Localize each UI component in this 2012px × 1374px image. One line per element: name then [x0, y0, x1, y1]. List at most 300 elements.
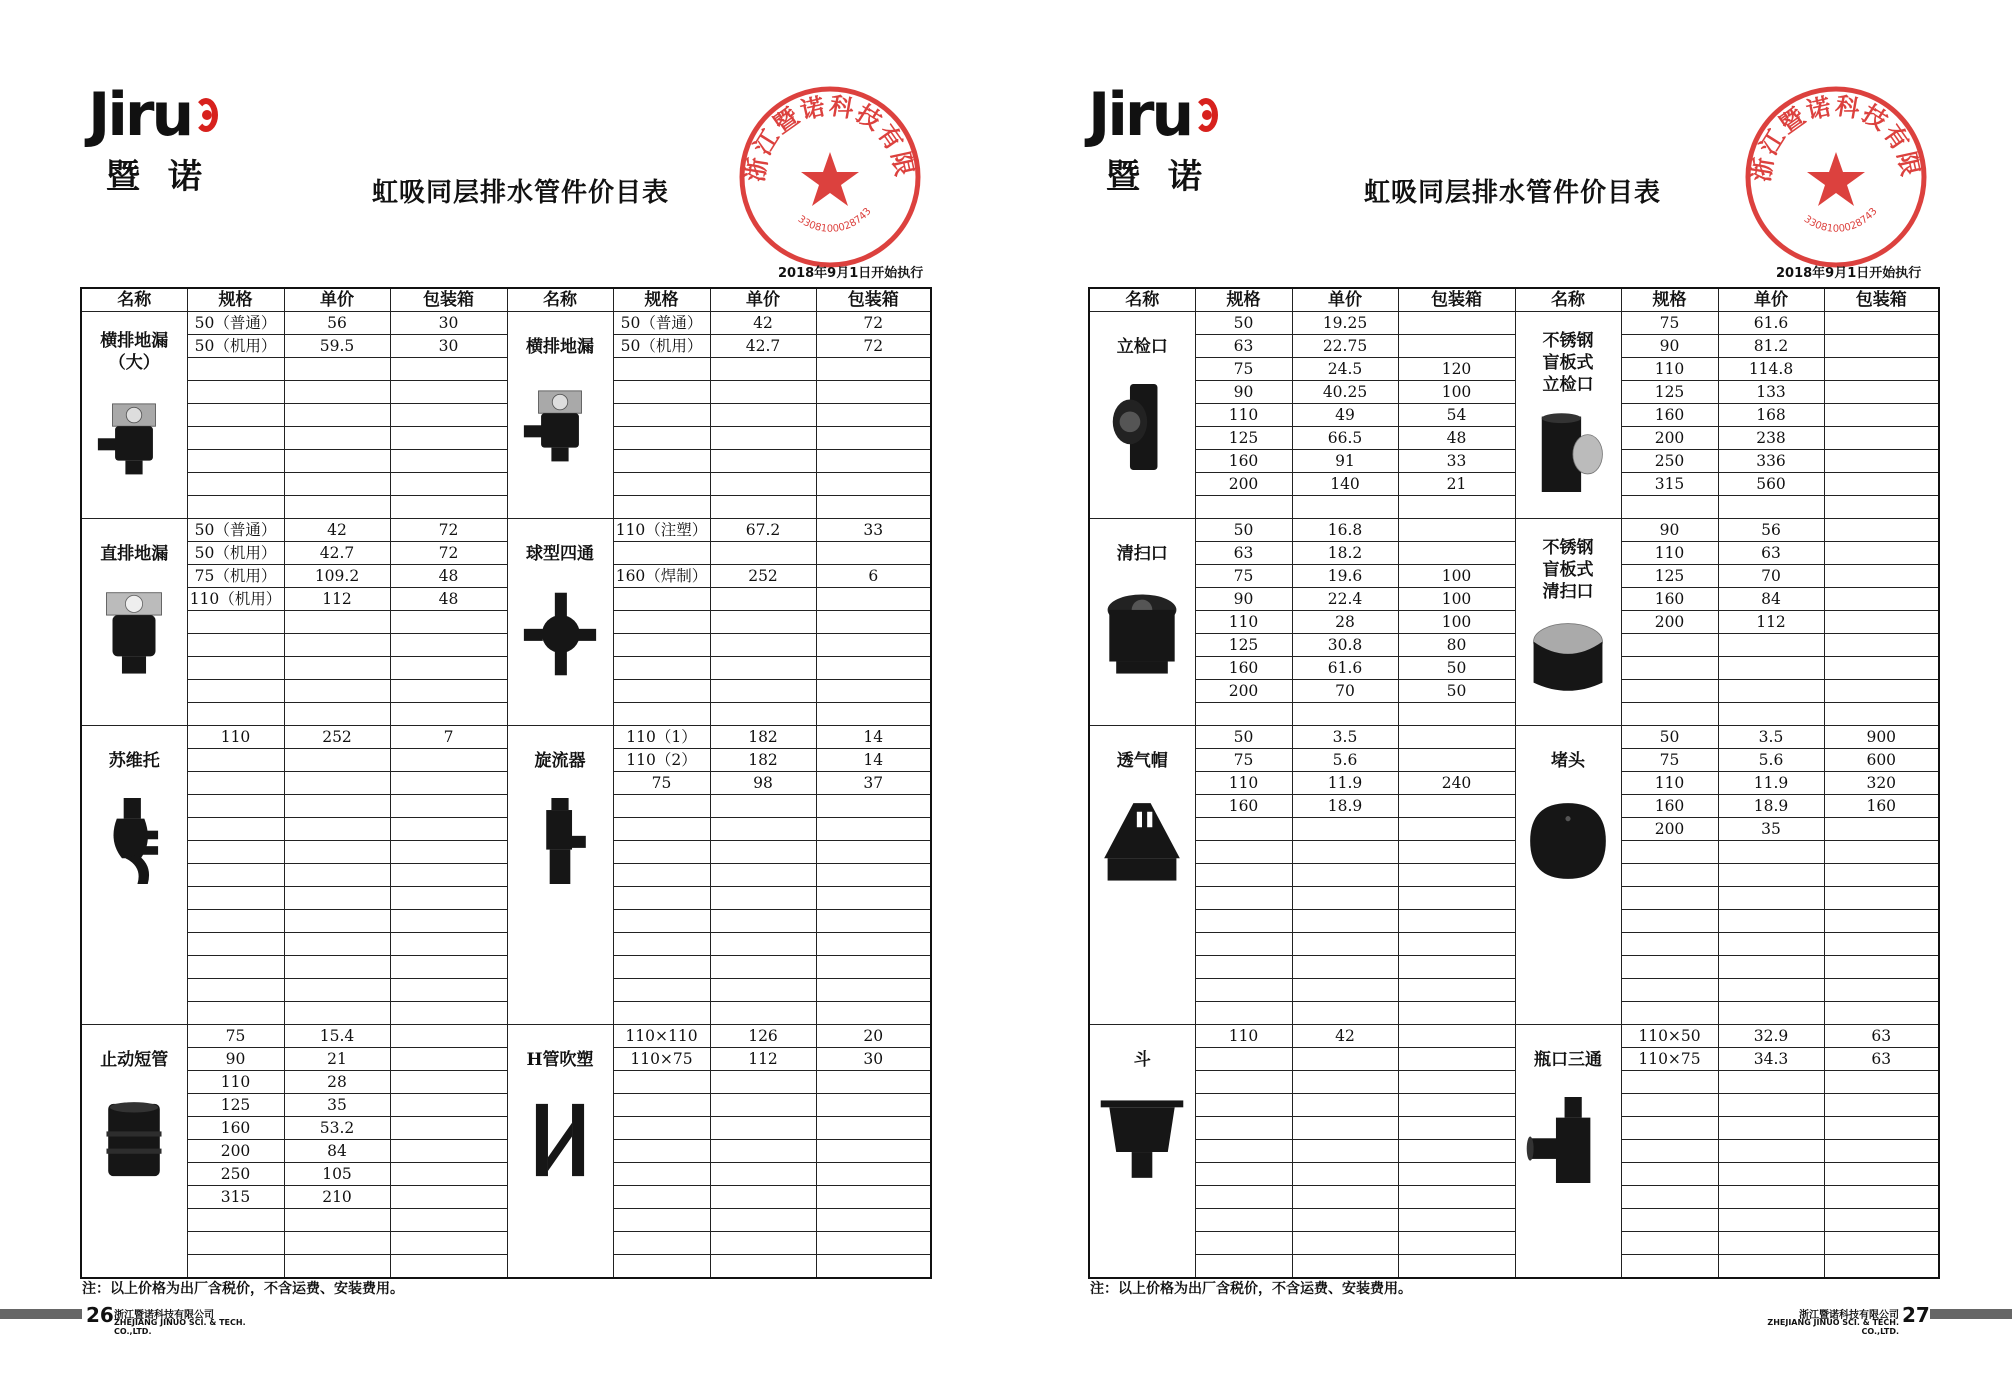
- package-cell: [390, 404, 507, 427]
- spec-cell: 50（机用）: [187, 542, 284, 565]
- price-cell: [1718, 979, 1824, 1002]
- spec-cell: 90: [187, 1048, 284, 1071]
- package-cell: 100: [1398, 611, 1515, 634]
- spec-cell: [187, 887, 284, 910]
- price-cell: [710, 1071, 816, 1094]
- spec-cell: [613, 795, 710, 818]
- price-cell: [1292, 956, 1398, 979]
- price-cell: [710, 1117, 816, 1140]
- spec-cell: [613, 1117, 710, 1140]
- sovent-fitting-icon: [91, 786, 177, 896]
- spec-cell: 200: [1621, 427, 1718, 450]
- package-cell: [390, 1209, 507, 1232]
- price-cell: [284, 1002, 390, 1025]
- page-right: [1006, 0, 2012, 1374]
- spec-cell: 110（注塑）: [613, 519, 710, 542]
- price-cell: [1292, 496, 1398, 519]
- spec-cell: 315: [1621, 473, 1718, 496]
- table-row: [81, 887, 931, 910]
- spec-cell: [613, 841, 710, 864]
- product-name-cell: [1089, 519, 1195, 726]
- package-cell: [816, 680, 931, 703]
- product-image: [508, 1085, 613, 1195]
- svg-text:3308100028743: 3308100028743: [1801, 206, 1880, 235]
- spec-cell: 50: [1195, 519, 1292, 542]
- spec-cell: [1621, 910, 1718, 933]
- spec-cell: 125: [1621, 381, 1718, 404]
- price-cell: [710, 542, 816, 565]
- spec-cell: [1195, 1232, 1292, 1255]
- spec-cell: [1195, 956, 1292, 979]
- package-cell: [816, 1071, 931, 1094]
- table-row: [1089, 1140, 1939, 1163]
- package-cell: 37: [816, 772, 931, 795]
- spec-cell: 63: [1195, 542, 1292, 565]
- table-row: [81, 1094, 931, 1117]
- package-cell: [816, 427, 931, 450]
- package-cell: [1398, 1255, 1515, 1279]
- package-cell: [1398, 542, 1515, 565]
- spec-cell: [1621, 1117, 1718, 1140]
- spec-cell: [1621, 1071, 1718, 1094]
- spec-cell: 125: [187, 1094, 284, 1117]
- package-cell: [390, 1232, 507, 1255]
- price-cell: 19.6: [1292, 565, 1398, 588]
- price-cell: 32.9: [1718, 1025, 1824, 1048]
- price-cell: [284, 887, 390, 910]
- table-row: [81, 979, 931, 1002]
- package-cell: [1824, 1071, 1939, 1094]
- package-cell: [816, 818, 931, 841]
- spec-cell: [1621, 841, 1718, 864]
- product-name-cell: [1515, 726, 1621, 1025]
- table-row: [1089, 1117, 1939, 1140]
- spec-cell: 110×75: [1621, 1048, 1718, 1071]
- package-cell: [390, 1025, 507, 1048]
- spec-cell: [187, 657, 284, 680]
- table-row: [1089, 1025, 1939, 1048]
- price-cell: 34.3: [1718, 1048, 1824, 1071]
- product-image: [82, 388, 187, 492]
- floor-drain-icon: [517, 372, 603, 482]
- package-cell: [1824, 657, 1939, 680]
- spec-cell: 160: [1621, 588, 1718, 611]
- package-cell: [816, 1186, 931, 1209]
- price-cell: [710, 1186, 816, 1209]
- price-cell: [284, 611, 390, 634]
- package-cell: 48: [390, 588, 507, 611]
- table-row: [1089, 1186, 1939, 1209]
- spec-cell: [187, 979, 284, 1002]
- price-cell: [284, 818, 390, 841]
- spec-cell: 125: [1621, 565, 1718, 588]
- package-cell: [390, 473, 507, 496]
- price-cell: [1292, 979, 1398, 1002]
- spec-cell: 63: [1195, 335, 1292, 358]
- package-cell: 72: [816, 312, 931, 335]
- spec-cell: [613, 1232, 710, 1255]
- spec-cell: [187, 496, 284, 519]
- package-cell: [816, 1255, 931, 1279]
- brand-logo: [88, 80, 268, 197]
- spec-cell: 250: [1621, 450, 1718, 473]
- product-name: 斗: [1133, 1050, 1151, 1070]
- table-row: [81, 956, 931, 979]
- price-cell: [284, 956, 390, 979]
- price-cell: 81.2: [1718, 335, 1824, 358]
- spec-cell: [1195, 1094, 1292, 1117]
- package-cell: [390, 1071, 507, 1094]
- spec-cell: 125: [1195, 634, 1292, 657]
- price-cell: [710, 1094, 816, 1117]
- spec-cell: [613, 450, 710, 473]
- table-row: [1089, 910, 1939, 933]
- package-cell: 100: [1398, 588, 1515, 611]
- price-cell: [1718, 841, 1824, 864]
- product-name: 瓶口三通: [1534, 1050, 1602, 1070]
- seal-wrapper: [735, 82, 925, 272]
- price-cell: [710, 404, 816, 427]
- price-cell: [1292, 864, 1398, 887]
- spec-cell: 110×75: [613, 1048, 710, 1071]
- spec-cell: [187, 450, 284, 473]
- spec-cell: 110×110: [613, 1025, 710, 1048]
- product-name: 不锈钢 盲板式 清扫口: [1542, 538, 1594, 602]
- footer-bar: [1930, 1309, 2012, 1319]
- package-cell: [1398, 1163, 1515, 1186]
- swirler-icon: [517, 786, 603, 896]
- price-cell: [1718, 1071, 1824, 1094]
- product-image: [82, 1085, 187, 1195]
- brand-logo-text: Jiru: [1088, 80, 1192, 150]
- spec-cell: 160（焊制）: [613, 565, 710, 588]
- spec-cell: [1195, 1186, 1292, 1209]
- price-cell: 18.9: [1718, 795, 1824, 818]
- table-row: [81, 1209, 931, 1232]
- package-cell: [390, 680, 507, 703]
- spec-cell: [1621, 1140, 1718, 1163]
- package-cell: [390, 818, 507, 841]
- price-cell: [1292, 1140, 1398, 1163]
- table-row: [81, 726, 931, 749]
- table-row: [1089, 335, 1939, 358]
- price-cell: [1292, 1094, 1398, 1117]
- spec-cell: [613, 542, 710, 565]
- table-row: [1089, 1255, 1939, 1279]
- spec-cell: [187, 611, 284, 634]
- spec-cell: 200: [1195, 680, 1292, 703]
- table-row: [81, 404, 931, 427]
- header-row: [81, 288, 931, 312]
- package-cell: [1398, 703, 1515, 726]
- price-cell: [710, 979, 816, 1002]
- column-header: 单价: [710, 288, 816, 312]
- package-cell: [390, 1094, 507, 1117]
- price-cell: [1292, 1232, 1398, 1255]
- brand-logo-latin: [1088, 80, 1268, 150]
- package-cell: 80: [1398, 634, 1515, 657]
- package-cell: [1824, 1209, 1939, 1232]
- price-cell: [1718, 864, 1824, 887]
- page-title: 虹吸同层排水管件价目表: [372, 178, 670, 208]
- spec-cell: 75: [1195, 565, 1292, 588]
- table-row: [81, 565, 931, 588]
- package-cell: [1824, 680, 1939, 703]
- svg-text:浙江暨诺科技有限公司: 浙江暨诺科技有限: [1747, 91, 1925, 184]
- product-name-cell: [507, 726, 613, 1025]
- package-cell: [1824, 312, 1939, 335]
- price-cell: [1718, 1140, 1824, 1163]
- spec-cell: [1195, 910, 1292, 933]
- price-cell: 105: [284, 1163, 390, 1186]
- package-cell: 72: [390, 519, 507, 542]
- table-row: [1089, 611, 1939, 634]
- table-row: [81, 749, 931, 772]
- price-cell: 53.2: [284, 1117, 390, 1140]
- table-row: [1089, 818, 1939, 841]
- package-cell: [816, 634, 931, 657]
- package-cell: [1824, 703, 1939, 726]
- product-name: 止动短管: [100, 1050, 169, 1070]
- package-cell: [1398, 335, 1515, 358]
- spec-cell: 90: [1195, 588, 1292, 611]
- table-row: [1089, 450, 1939, 473]
- price-cell: 42.7: [284, 542, 390, 565]
- price-cell: [284, 358, 390, 381]
- spec-cell: [613, 473, 710, 496]
- table-row: [81, 381, 931, 404]
- price-cell: [1292, 1255, 1398, 1279]
- package-cell: [1398, 864, 1515, 887]
- price-cell: [284, 1255, 390, 1279]
- table-row: [1089, 864, 1939, 887]
- price-cell: 18.2: [1292, 542, 1398, 565]
- footer-company-cn: 浙江暨诺科技有限公司: [114, 1310, 214, 1321]
- spec-cell: [613, 1094, 710, 1117]
- spec-cell: [1621, 1255, 1718, 1279]
- package-cell: [390, 1255, 507, 1279]
- spec-cell: [187, 634, 284, 657]
- price-cell: [284, 496, 390, 519]
- spec-cell: 110×50: [1621, 1025, 1718, 1048]
- price-cell: 98: [710, 772, 816, 795]
- package-cell: [1398, 887, 1515, 910]
- spec-cell: [187, 404, 284, 427]
- product-name-cell: [1089, 726, 1195, 1025]
- package-cell: [1398, 956, 1515, 979]
- package-cell: [390, 887, 507, 910]
- spec-cell: 75: [1195, 358, 1292, 381]
- product-image: [1516, 410, 1621, 492]
- spec-cell: [187, 749, 284, 772]
- spec-cell: [1621, 703, 1718, 726]
- table-row: [81, 588, 931, 611]
- price-cell: [284, 864, 390, 887]
- package-cell: 20: [816, 1025, 931, 1048]
- package-cell: 100: [1398, 381, 1515, 404]
- price-cell: 238: [1718, 427, 1824, 450]
- package-cell: [816, 1209, 931, 1232]
- table-row: [81, 1025, 931, 1048]
- package-cell: 50: [1398, 657, 1515, 680]
- spec-cell: [1195, 703, 1292, 726]
- package-cell: 54: [1398, 404, 1515, 427]
- package-cell: [816, 1163, 931, 1186]
- spec-cell: [613, 1255, 710, 1279]
- price-cell: [1718, 634, 1824, 657]
- footer-company-cn: 浙江暨诺科技有限公司: [1799, 1310, 1899, 1321]
- price-note: 注：以上价格为出厂含税价，不含运费、安装费用。: [82, 1281, 404, 1297]
- package-cell: [390, 1163, 507, 1186]
- package-cell: [1398, 1094, 1515, 1117]
- spec-cell: [613, 1186, 710, 1209]
- spec-cell: [1195, 933, 1292, 956]
- package-cell: [816, 795, 931, 818]
- price-cell: [1718, 1232, 1824, 1255]
- table-row: [1089, 1094, 1939, 1117]
- package-cell: [1398, 933, 1515, 956]
- spec-cell: 75: [1195, 749, 1292, 772]
- spec-cell: 110（机用）: [187, 588, 284, 611]
- package-cell: [1398, 1025, 1515, 1048]
- spec-cell: 50: [1195, 726, 1292, 749]
- spec-cell: [613, 496, 710, 519]
- column-header: 单价: [1292, 288, 1398, 312]
- package-cell: [816, 450, 931, 473]
- package-cell: 72: [816, 335, 931, 358]
- package-cell: [390, 1048, 507, 1071]
- brand-logo-text: Jiru: [88, 80, 192, 150]
- price-cell: [1718, 1255, 1824, 1279]
- package-cell: 240: [1398, 772, 1515, 795]
- package-cell: 6: [816, 565, 931, 588]
- spec-cell: [1621, 496, 1718, 519]
- table-row: [1089, 1209, 1939, 1232]
- spec-cell: [613, 818, 710, 841]
- price-cell: 112: [284, 588, 390, 611]
- table-row: [81, 358, 931, 381]
- column-header: 包装箱: [390, 288, 507, 312]
- spec-cell: [613, 634, 710, 657]
- product-name: 横排地漏: [526, 337, 594, 357]
- price-cell: [1718, 680, 1824, 703]
- package-cell: [816, 381, 931, 404]
- table-row: [81, 795, 931, 818]
- footer-company-en: ZHEJIANG JINUO SCI. & TECH. CO.,LTD.: [1767, 1318, 1899, 1336]
- spec-cell: 50（普通）: [613, 312, 710, 335]
- package-cell: [390, 657, 507, 680]
- price-cell: [710, 1002, 816, 1025]
- table-row: [81, 864, 931, 887]
- column-header: 名称: [507, 288, 613, 312]
- column-header: 规格: [613, 288, 710, 312]
- h-pipe-icon: [517, 1085, 603, 1195]
- package-cell: 14: [816, 749, 931, 772]
- spec-cell: 110: [187, 1071, 284, 1094]
- spec-cell: 50: [1195, 312, 1292, 335]
- price-cell: 114.8: [1718, 358, 1824, 381]
- price-cell: [1292, 933, 1398, 956]
- package-cell: 63: [1824, 1048, 1939, 1071]
- package-cell: 48: [1398, 427, 1515, 450]
- spec-cell: 160: [1621, 404, 1718, 427]
- table-row: [81, 335, 931, 358]
- spec-cell: [613, 956, 710, 979]
- package-cell: [390, 749, 507, 772]
- spec-cell: [187, 795, 284, 818]
- spec-cell: 110: [1195, 772, 1292, 795]
- column-header: 包装箱: [1398, 288, 1515, 312]
- spec-cell: 110: [1621, 358, 1718, 381]
- product-name-cell: [81, 519, 187, 726]
- product-image: [1090, 1085, 1195, 1195]
- spec-cell: [187, 910, 284, 933]
- table-row: [81, 680, 931, 703]
- package-cell: [1824, 1140, 1939, 1163]
- package-cell: [816, 841, 931, 864]
- package-cell: 63: [1824, 1025, 1939, 1048]
- package-cell: [1398, 1048, 1515, 1071]
- package-cell: [1824, 864, 1939, 887]
- price-cell: 70: [1718, 565, 1824, 588]
- price-cell: 84: [1718, 588, 1824, 611]
- package-cell: [1398, 1209, 1515, 1232]
- package-cell: [816, 1140, 931, 1163]
- spec-cell: 50（普通）: [187, 519, 284, 542]
- price-cell: 210: [284, 1186, 390, 1209]
- package-cell: [816, 956, 931, 979]
- spec-cell: [1195, 979, 1292, 1002]
- spec-cell: [1621, 1209, 1718, 1232]
- price-cell: 42.7: [710, 335, 816, 358]
- spec-cell: 110（2）: [613, 749, 710, 772]
- spec-cell: 75: [1621, 749, 1718, 772]
- price-cell: 28: [1292, 611, 1398, 634]
- table-row: [1089, 795, 1939, 818]
- spec-cell: 50（机用）: [187, 335, 284, 358]
- spec-cell: [1195, 887, 1292, 910]
- price-cell: 560: [1718, 473, 1824, 496]
- spec-cell: 110: [187, 726, 284, 749]
- price-cell: [284, 841, 390, 864]
- product-image: [1090, 372, 1195, 482]
- spec-cell: [1621, 956, 1718, 979]
- brand-logo-cjk: 暨诺: [1106, 157, 1230, 197]
- table-row: [81, 542, 931, 565]
- package-cell: [1824, 611, 1939, 634]
- price-cell: [284, 1209, 390, 1232]
- spec-cell: [613, 1071, 710, 1094]
- price-cell: 336: [1718, 450, 1824, 473]
- package-cell: [1824, 1163, 1939, 1186]
- spec-cell: [187, 1255, 284, 1279]
- spec-cell: [187, 680, 284, 703]
- product-image: [508, 786, 613, 896]
- price-cell: 61.6: [1292, 657, 1398, 680]
- product-name-cell: [507, 519, 613, 726]
- spec-cell: 160: [1195, 795, 1292, 818]
- package-cell: [390, 381, 507, 404]
- package-cell: [1824, 404, 1939, 427]
- table-row: [81, 772, 931, 795]
- table-row: [81, 427, 931, 450]
- price-cell: 66.5: [1292, 427, 1398, 450]
- price-cell: [1292, 1002, 1398, 1025]
- spec-cell: 75（机用）: [187, 565, 284, 588]
- table-row: [1089, 1048, 1939, 1071]
- package-cell: [816, 887, 931, 910]
- package-cell: [390, 910, 507, 933]
